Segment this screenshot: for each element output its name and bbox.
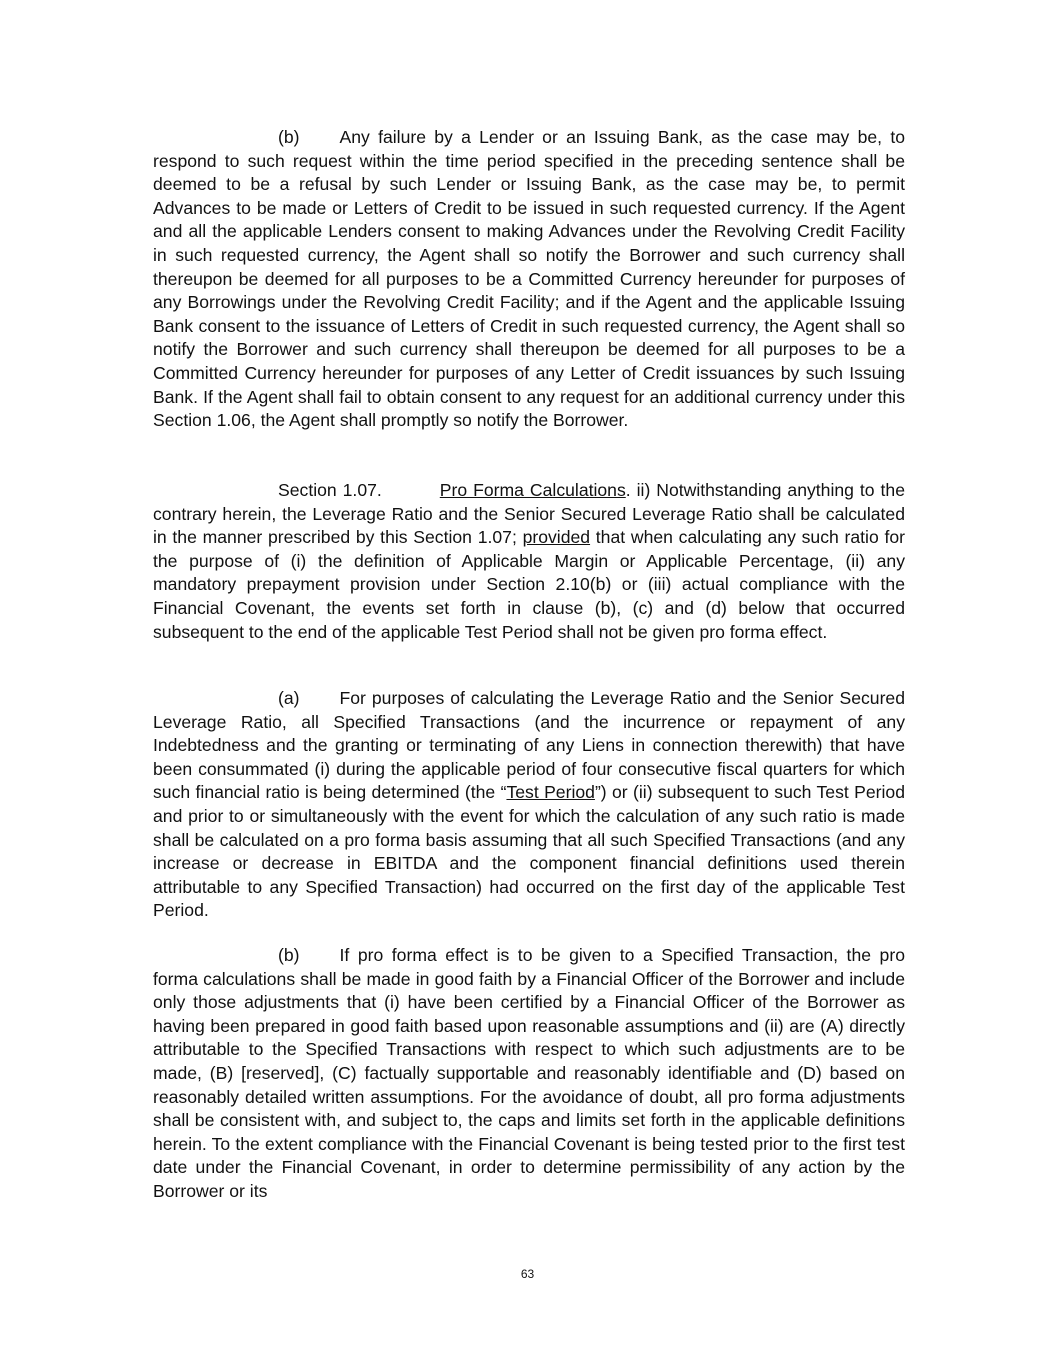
paragraph-text: . ii) Notwithstanding anything to the contrary herein, the Leverage Ratio and the Senior Secured Leverage Ratio shall be calculated in the manner prescribed by this Section 1.07; [153, 480, 905, 548]
section-heading: Pro Forma Calculations [439, 480, 626, 500]
paragraph-text: that when calculating any such ratio for the purpose of (i) the definition of Applicable Margin or Applicable Percentage, (ii) any mandatory prepayment provision under Section 2.10(b) or (iii) actual compliance with the Financial Covenant, the events set forth in clause (b), (c) and (d) below that occurred subsequent to the end of the applicable Test Period shall not be given pro forma effect. [153, 527, 905, 642]
section-number: Section 1.07. [278, 480, 382, 500]
provided-term: provided [522, 527, 591, 548]
paragraph-text: For purposes of calculating the Leverage Ratio and the Senior Secured Leverage Ratio, all Specified Transactions (and the incurrence or repayment of any Indebtedness and the granting or terminating of any Liens in connection therewith) that have been consummated (i) during the applicable period of four consecutive fiscal quarters for which such financial ratio is being determined (the “ [153, 688, 905, 803]
paragraph-b-currency-consent [153, 126, 905, 433]
paragraph-b-pro-forma-effect [153, 944, 905, 1204]
paragraph-text: ”) or (ii) subsequent to such Test Period and prior to or simultaneously with the event for which the calculation of any such ratio is made shall be calculated on a pro forma basis assuming that all such Specified Transactions (and any increase or decrease in EBITDA and the component financial definitions used therein attributable to any Specified Transaction) had occurred on the first day of the applicable Test Period. [153, 782, 905, 921]
paragraph-label: (b) [278, 945, 300, 965]
paragraph-label: (a) [278, 688, 300, 708]
paragraph-label: (b) [278, 127, 300, 147]
defined-term-test-period: Test Period [506, 782, 595, 803]
paragraph-text: If pro forma effect is to be given to a Specified Transaction, the pro forma calculations shall be made in good faith by a Financial Officer of the Borrower and include only those adjustments that (i) have been certified by a Financial Officer of the Borrower as having been prepared in good faith based upon reasonable assumptions and (ii) are (A) directly attributable to the Specified Transactions with respect to which such adjustments are to be made, (B) [reserved], (C) factually supportable and reasonably identifiable and (D) based on reasonably detailed written assumptions. For the avoidance of doubt, all pro forma adjustments shall be consistent with, and subject to, the caps and limits set forth in the applicable definitions herein. To the extent compliance with the Financial Covenant is being tested prior to the first test date under the Financial Covenant, in order to determine permissibility of any action by the Borrower or its [153, 945, 905, 1201]
paragraph-text: Any failure by a Lender or an Issuing Bank, as the case may be, to respond to such request within the time period specified in the preceding sentence shall be deemed to be a refusal by such Lender or Issuing Bank, as the case may be, to permit Advances to be made or Letters of Credit to be issued in such requested currency. If the Agent and all the applicable Lenders consent to making Advances under the Revolving Credit Facility in such requested currency, the Agent shall so notify the Borrower and such currency shall thereupon be deemed for all purposes to be a Committed Currency hereunder for purposes of any Borrowings under the Revolving Credit Facility; and if the Agent and the applicable Issuing Bank consent to the issuance of Letters of Credit in such requested currency, the Agent shall so notify the Borrower and such currency shall thereupon be deemed for all purposes to be a Committed Currency hereunder for purposes of any Letter of Credit issuances by such Issuing Bank. If the Agent shall fail to obtain consent to any request for an additional currency under this Section 1.06, the Agent shall promptly so notify the Borrower. [153, 127, 905, 431]
page-number: 63 [520, 1267, 535, 1281]
section-1-07-paragraph [153, 479, 905, 644]
paragraph-a-pro-forma-basis [153, 687, 905, 923]
